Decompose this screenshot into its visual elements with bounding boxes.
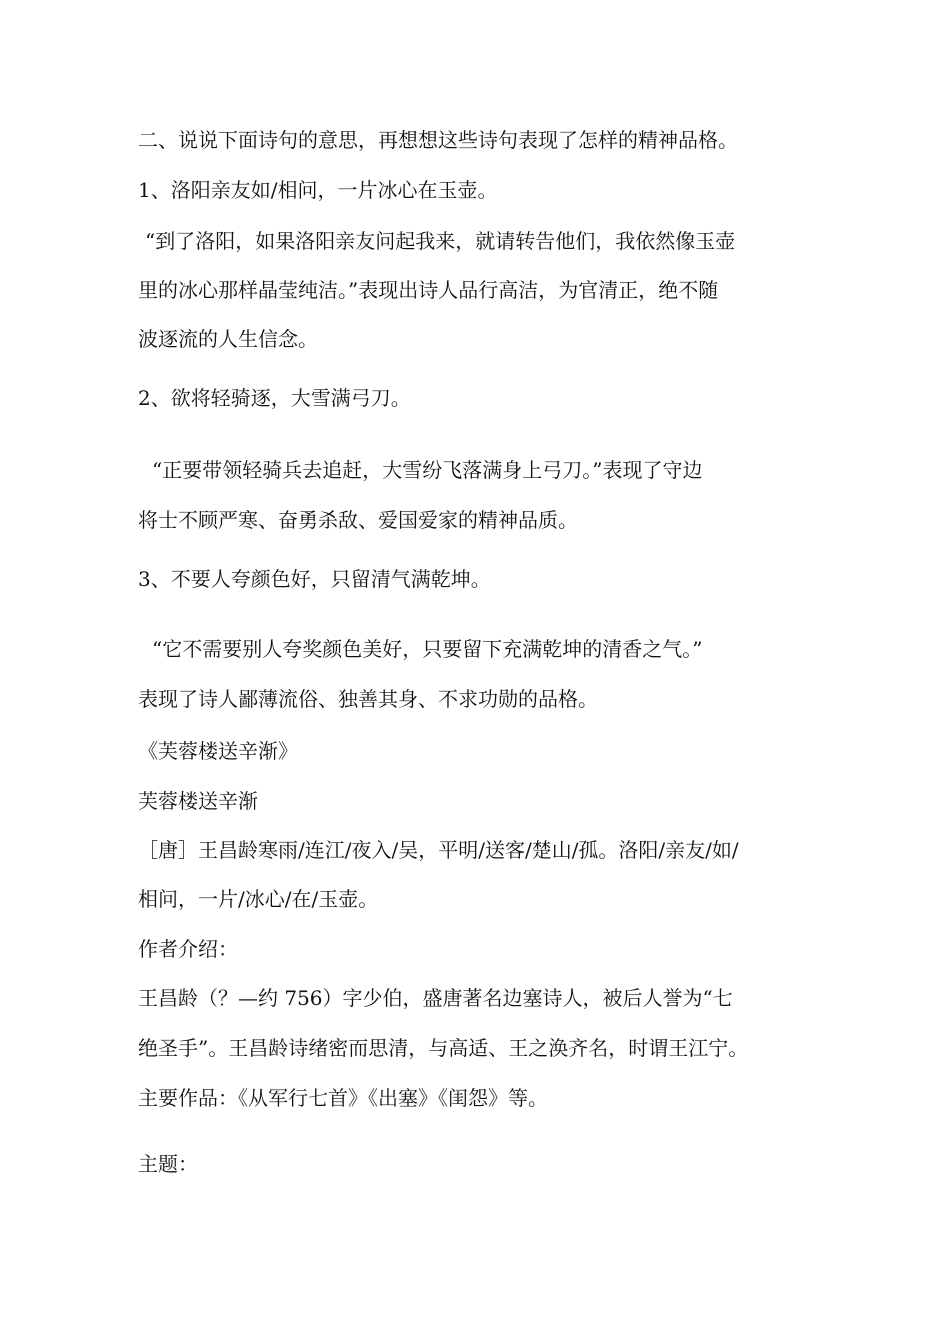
- poem-line-3: 3、不要人夸颜色好，只留清气满乾坤。: [138, 567, 491, 591]
- explanation-3-line-2: 表现了诗人鄙薄流俗、独善其身、不求功勋的品格。: [138, 687, 598, 711]
- author-intro-line-2: 绝圣手”。王昌龄诗绪密而思清，与高适、王之涣齐名，时谓王江宁。: [138, 1036, 749, 1060]
- author-heading: 作者介绍：: [138, 937, 238, 961]
- explanation-2-line-1: “正要带领轻骑兵去追赶，大雪纷飞落满身上弓刀。”表现了守边: [152, 458, 703, 482]
- poem-line-2: 2、欲将轻骑逐，大雪满弓刀。: [138, 386, 411, 410]
- explanation-2-line-2: 将士不顾严寒、奋勇杀敌、爱国爱家的精神品质。: [138, 508, 578, 532]
- explanation-1-line-1: “到了洛阳，如果洛阳亲友问起我来，就请转告他们，我依然像玉壶: [145, 229, 736, 253]
- author-intro-line-1: 王昌龄（？—约 756）字少伯，盛唐著名边塞诗人，被后人誉为“七: [138, 986, 733, 1010]
- explanation-1-line-2: 里的冰心那样晶莹纯洁。”表现出诗人品行高洁，为官清正，绝不随: [138, 278, 719, 302]
- explanation-1-line-3: 波逐流的人生信念。: [138, 327, 318, 351]
- poem-title-quoted: 《芙蓉楼送辛渐》: [138, 739, 298, 763]
- major-works: 主要作品：《从军行七首》《出塞》《闺怨》等。: [138, 1086, 548, 1110]
- poem-title: 芙蓉楼送辛渐: [138, 789, 258, 813]
- section-heading: 二、说说下面诗句的意思，再想想这些诗句表现了怎样的精神品格。: [138, 128, 738, 152]
- poem-text-line-2: 相问，一片/冰心/在/玉壶。: [138, 887, 379, 911]
- poem-line-1: 1、洛阳亲友如/相问，一片冰心在玉壶。: [138, 178, 498, 202]
- poem-text-line-1: ［唐］王昌龄寒雨/连江/夜入/吴，平明/送客/楚山/孤。洛阳/亲友/如/: [138, 838, 739, 862]
- explanation-3-line-1: “它不需要别人夸奖颜色美好，只要留下充满乾坤的清香之气。”: [152, 637, 703, 661]
- theme-heading: 主题：: [138, 1152, 198, 1176]
